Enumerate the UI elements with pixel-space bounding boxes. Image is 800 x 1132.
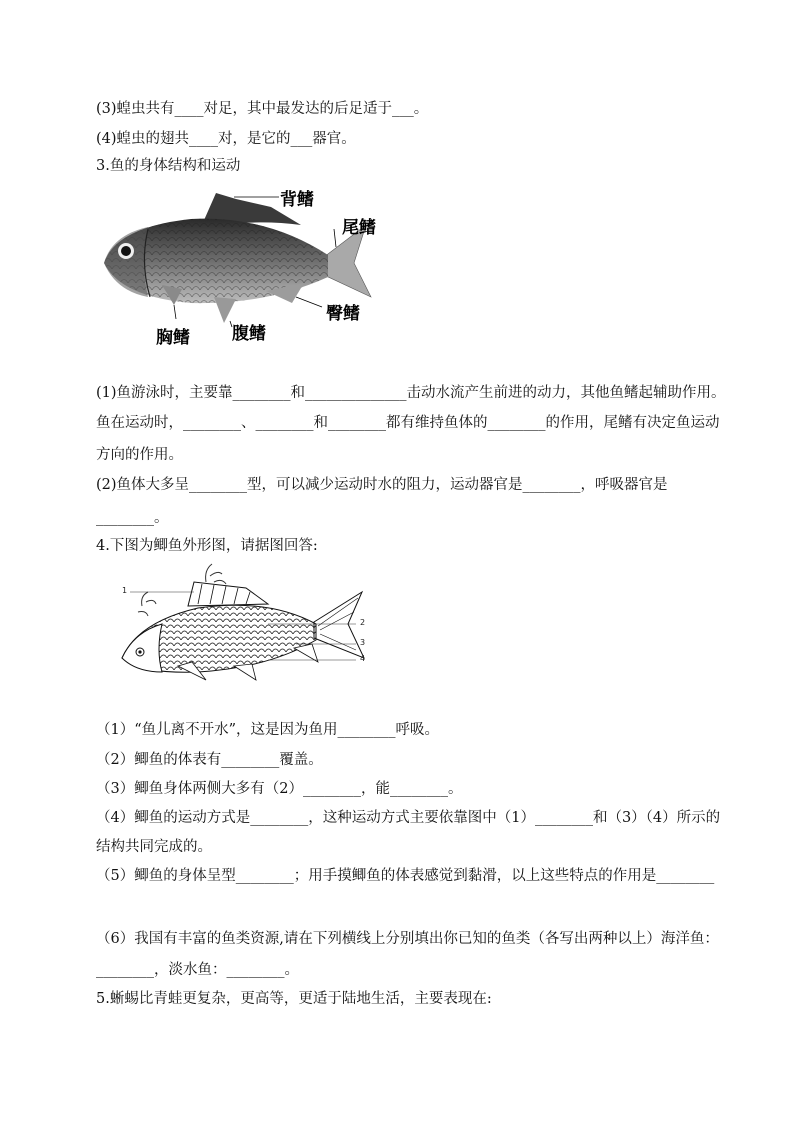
text-line: 结构共同完成的。	[96, 839, 212, 855]
text-line: ________。	[96, 510, 169, 526]
text-line: 鱼在运动时，________、________和________都有维持鱼体的________的作用，尾鳍有决定鱼运动	[96, 415, 720, 431]
text-line: (4)蝗虫的翅共____对，是它的___器官。	[96, 131, 356, 147]
label-pectoral-fin: 胸鳍	[156, 328, 190, 348]
section-heading: 4.下图为鲫鱼外形图，请据图回答:	[96, 538, 318, 554]
label-tail-fin: 尾鳍	[342, 218, 376, 238]
section-heading: 3.鱼的身体结构和运动	[96, 158, 241, 174]
label-dorsal-fin: 背鳍	[280, 190, 314, 210]
label-part-1: 1	[122, 586, 128, 595]
label-part-2: 2	[360, 618, 366, 627]
label-part-3: 3	[360, 638, 366, 647]
text-line: ________，淡水鱼：________。	[96, 962, 299, 978]
label-pelvic-fin: 腹鳍	[232, 324, 266, 344]
text-line: （3）鲫鱼身体两侧大多有（2）________，能________。	[96, 781, 463, 797]
text-line: （4）鲫鱼的运动方式是________，这种运动方式主要依靠图中（1）________和（3）（4）所示的	[96, 810, 721, 826]
text-line: （1）“鱼儿离不开水”，这是因为鱼用________呼吸。	[96, 722, 440, 738]
text-line: 方向的作用。	[96, 447, 183, 463]
fish-illustration-2	[118, 562, 378, 682]
text-line: (2)鱼体大多呈________型，可以减少运动时水的阻力，运动器官是________，呼吸器官是	[96, 477, 668, 493]
text-line: （2）鲫鱼的体表有________覆盖。	[96, 752, 323, 768]
text-line: （6）我国有丰富的鱼类资源,请在下列横线上分别填出你已知的鱼类（各写出两种以上）海洋鱼：	[96, 931, 719, 947]
label-part-4: 4	[360, 654, 366, 663]
text-line: （5）鲫鱼的身体呈型________；用手摸鲫鱼的体表感觉到黏滑，以上这些特点的作用是________	[96, 868, 715, 884]
fish-figure-2	[118, 562, 378, 682]
text-line: (3)蝗虫共有____对足，其中最发达的后足适于___。	[96, 101, 429, 117]
text-line: (1)鱼游泳时，主要靠________和______________击动水流产生前进的动力，其他鱼鳍起辅助作用。	[96, 385, 726, 401]
fish-figure-1	[96, 185, 376, 348]
section-heading: 5.蜥蜴比青蛙更复杂，更高等，更适于陆地生活，主要表现在:	[96, 991, 492, 1007]
label-anal-fin: 臀鳍	[326, 304, 360, 324]
